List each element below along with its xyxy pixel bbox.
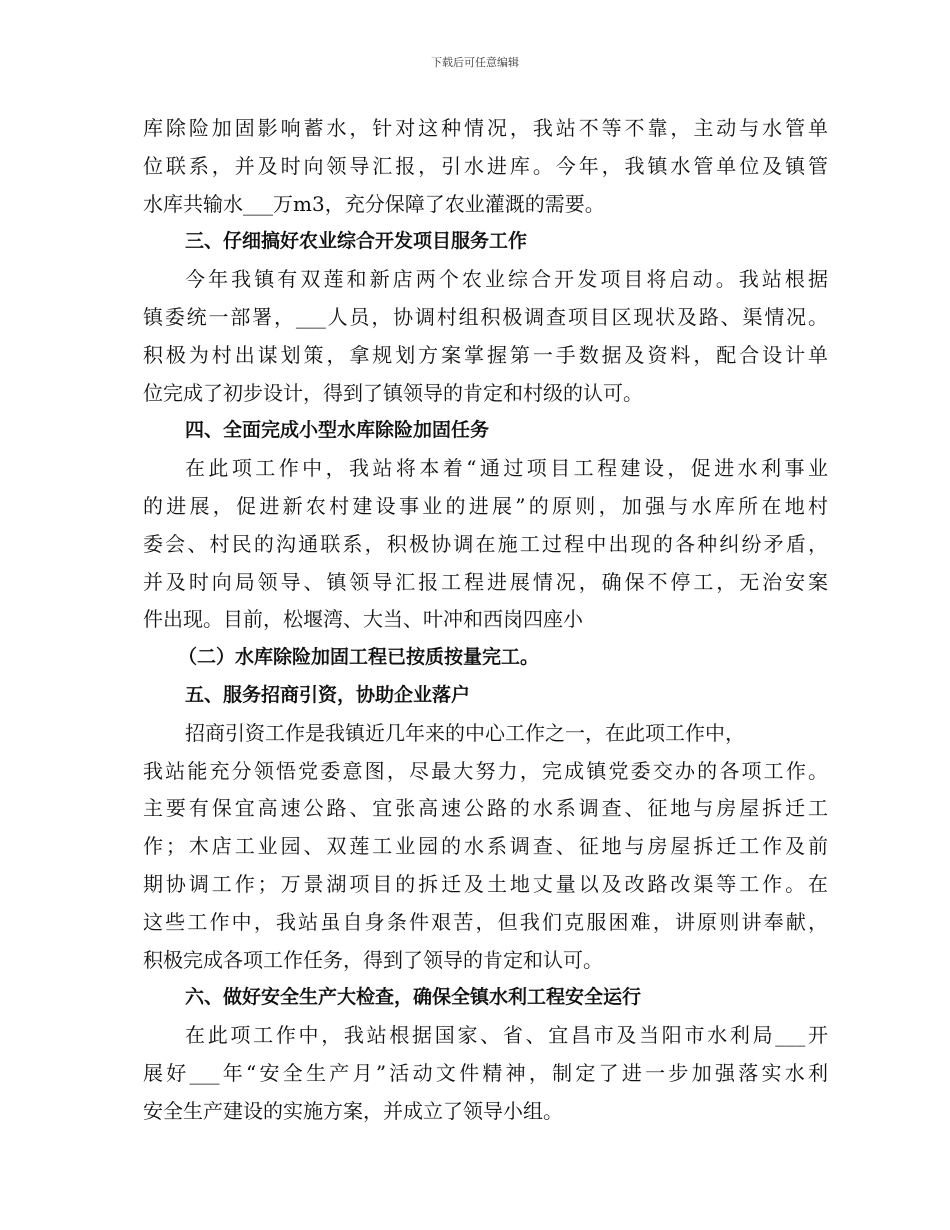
body-text-line: 招商引资工作是我镇近几年来的中心工作之一，在此项工作中，	[185, 720, 745, 745]
body-text-line: 库除险加固影响蓄水，针对这种情况，我站不等不靠，主动与水管单	[143, 116, 828, 140]
body-text-line: 积极完成各项工作任务，得到了领导的肯定和认可。	[143, 947, 603, 972]
section-heading: 三、仔细搞好农业综合开发项目服务工作	[185, 230, 528, 253]
body-text-line: 主要有保宜高速公路、宜张高速公路的水系调查、征地与房屋拆迁工	[143, 796, 828, 821]
body-text-line: 水库共输水___万m3，充分保障了农业灌溉的需要。	[143, 191, 605, 216]
body-text-line: 安全生产建设的实施方案，并成立了领导小组。	[143, 1098, 563, 1123]
body-text-line: 展好___年“安全生产月”活动文件精神，制定了进一步加强落实水利	[143, 1060, 828, 1085]
section-heading: 六、做好安全生产大检查，确保全镇水利工程安全运行	[185, 986, 642, 1009]
body-text-line: 作；木店工业园、双莲工业园的水系调查、征地与房屋拆迁工作及前	[143, 834, 828, 859]
body-text-line: 位完成了初步设计，得到了镇领导的肯定和村级的认可。	[143, 380, 643, 405]
section-heading: 五、服务招商引资，协助企业落户	[185, 683, 471, 706]
body-text-line: 积极为村出谋划策，拿规划方案掌握第一手数据及资料，配合设计单	[143, 342, 828, 367]
document-body	[143, 110, 828, 1131]
body-text-line: 并及时向局领导、镇领导汇报工程进展情况，确保不停工，无治安案	[143, 569, 828, 594]
body-text-line: 件出现。目前，松堰湾、大当、叶冲和西岗四座小	[143, 607, 583, 632]
section-heading: （二）水库除险加固工程已按质按量完工。	[178, 646, 540, 669]
page-header: 下载后可任意编辑	[431, 56, 519, 69]
body-text-line: 在此项工作中，我站将本着“通过项目工程建设，促进水利事业	[185, 456, 828, 481]
body-text-line: 期协调工作；万景湖项目的拆迁及土地丈量以及改路改渠等工作。在	[143, 871, 828, 896]
body-text-line: 委会、村民的沟通联系，积极协调在施工过程中出现的各种纠纷矛盾，	[143, 531, 828, 556]
section-heading: 四、全面完成小型水库除险加固任务	[185, 419, 490, 442]
body-text-line: 位联系，并及时向领导汇报，引水进库。今年，我镇水管单位及镇管	[143, 153, 828, 178]
body-text-line: 今年我镇有双莲和新店两个农业综合开发项目将启动。我站根据	[185, 267, 828, 292]
body-text-line: 镇委统一部署，___人员，协调村组积极调查项目区现状及路、渠情况。	[143, 304, 828, 329]
body-text-line: 我站能充分领悟党委意图，尽最大努力，完成镇党委交办的各项工作。	[143, 758, 828, 783]
body-text-line: 在此项工作中，我站根据国家、省、宜昌市及当阳市水利局___开	[185, 1023, 828, 1048]
body-text-line: 这些工作中，我站虽自身条件艰苦，但我们克服困难，讲原则讲奉献，	[143, 909, 828, 934]
body-text-line: 的进展，促进新农村建设事业的进展”的原则，加强与水库所在地村	[143, 493, 828, 518]
